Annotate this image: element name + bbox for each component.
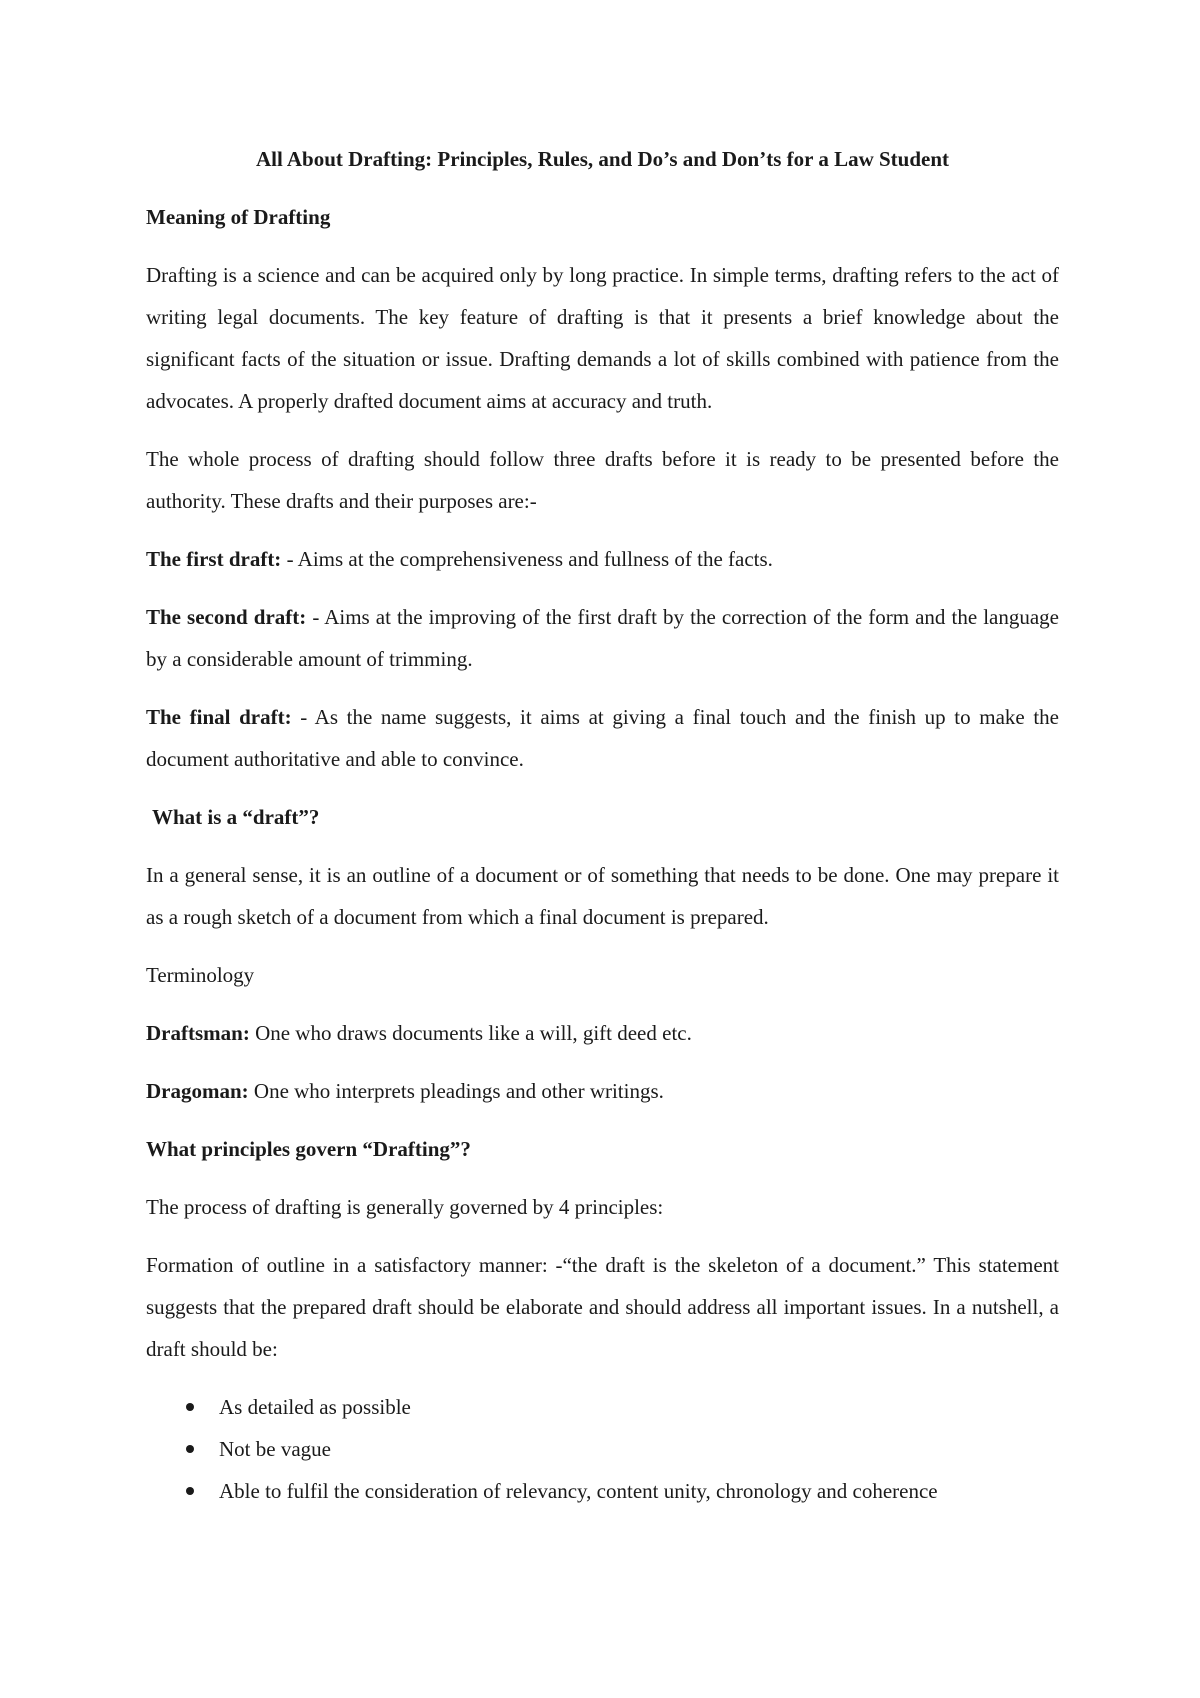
principles-intro: The process of drafting is generally governed by 4 principles: (146, 1195, 664, 1219)
draftsman-paragraph (146, 1012, 1059, 1054)
document-content (146, 138, 1059, 1512)
first-draft-paragraph (146, 538, 1059, 580)
bullet-icon (186, 1487, 194, 1495)
first-draft-text: - Aims at the comprehensiveness and fullness of the facts. (281, 547, 773, 571)
final-draft-paragraph (146, 696, 1059, 780)
list-item (146, 1428, 1059, 1470)
what-is-draft-paragraph: In a general sense, it is an outline of a document or of something that needs to be done. One may prepare it as a rough sketch of a document from which a final document is prepared. (146, 863, 1059, 929)
process-paragraph: The whole process of drafting should follow three drafts before it is ready to be presented before the authority. These drafts and their purposes are:- (146, 447, 1059, 513)
document-title: All About Drafting: Principles, Rules, and Do’s and Don’ts for a Law Student (255, 147, 950, 171)
final-draft-text: - As the name suggests, it aims at giving a final touch and the finish up to make the document authoritative and able to convince. (146, 705, 1059, 771)
principles-heading: What principles govern “Drafting”? (146, 1137, 471, 1161)
formation-paragraph: Formation of outline in a satisfactory manner: -“the draft is the skeleton of a document.” This statement suggests that the prepared draft should be elaborate and should address all important issues. In a nutshell, a draft should be: (146, 1253, 1059, 1361)
first-draft-label: The first draft: (146, 547, 282, 571)
terminology-label: Terminology (146, 963, 255, 987)
second-draft-label: The second draft: (146, 605, 307, 629)
list-item-text: As detailed as possible (219, 1395, 411, 1419)
list-item (146, 1386, 1059, 1428)
draftsman-label: Draftsman: (146, 1021, 250, 1045)
dragoman-paragraph (146, 1070, 1059, 1112)
meaning-paragraph: Drafting is a science and can be acquired only by long practice. In simple terms, drafting refers to the act of writing legal documents. The key feature of drafting is that it presents a brief knowledge about the significant facts of the situation or issue. Drafting demands a lot of skills combined with patience from the advocates. A properly drafted document aims at accuracy and truth. (146, 263, 1059, 413)
bullet-icon (186, 1445, 194, 1453)
draft-qualities-list (146, 1386, 1059, 1512)
meaning-heading: Meaning of Drafting (146, 205, 331, 229)
list-item-text: Not be vague (219, 1437, 331, 1461)
list-item (146, 1470, 1059, 1512)
draftsman-text: One who draws documents like a will, gift deed etc. (249, 1021, 692, 1045)
bullet-icon (186, 1403, 194, 1411)
dragoman-label: Dragoman: (146, 1079, 249, 1103)
what-is-draft-heading: What is a “draft”? (152, 805, 320, 829)
final-draft-label: The final draft: (146, 705, 292, 729)
list-item-text: Able to fulfil the consideration of relevancy, content unity, chronology and coherence (219, 1479, 938, 1503)
second-draft-paragraph (146, 596, 1059, 680)
second-draft-text: - Aims at the improving of the first draft by the correction of the form and the language by a considerable amount of trimming. (146, 605, 1059, 671)
dragoman-text: One who interprets pleadings and other writings. (248, 1079, 664, 1103)
